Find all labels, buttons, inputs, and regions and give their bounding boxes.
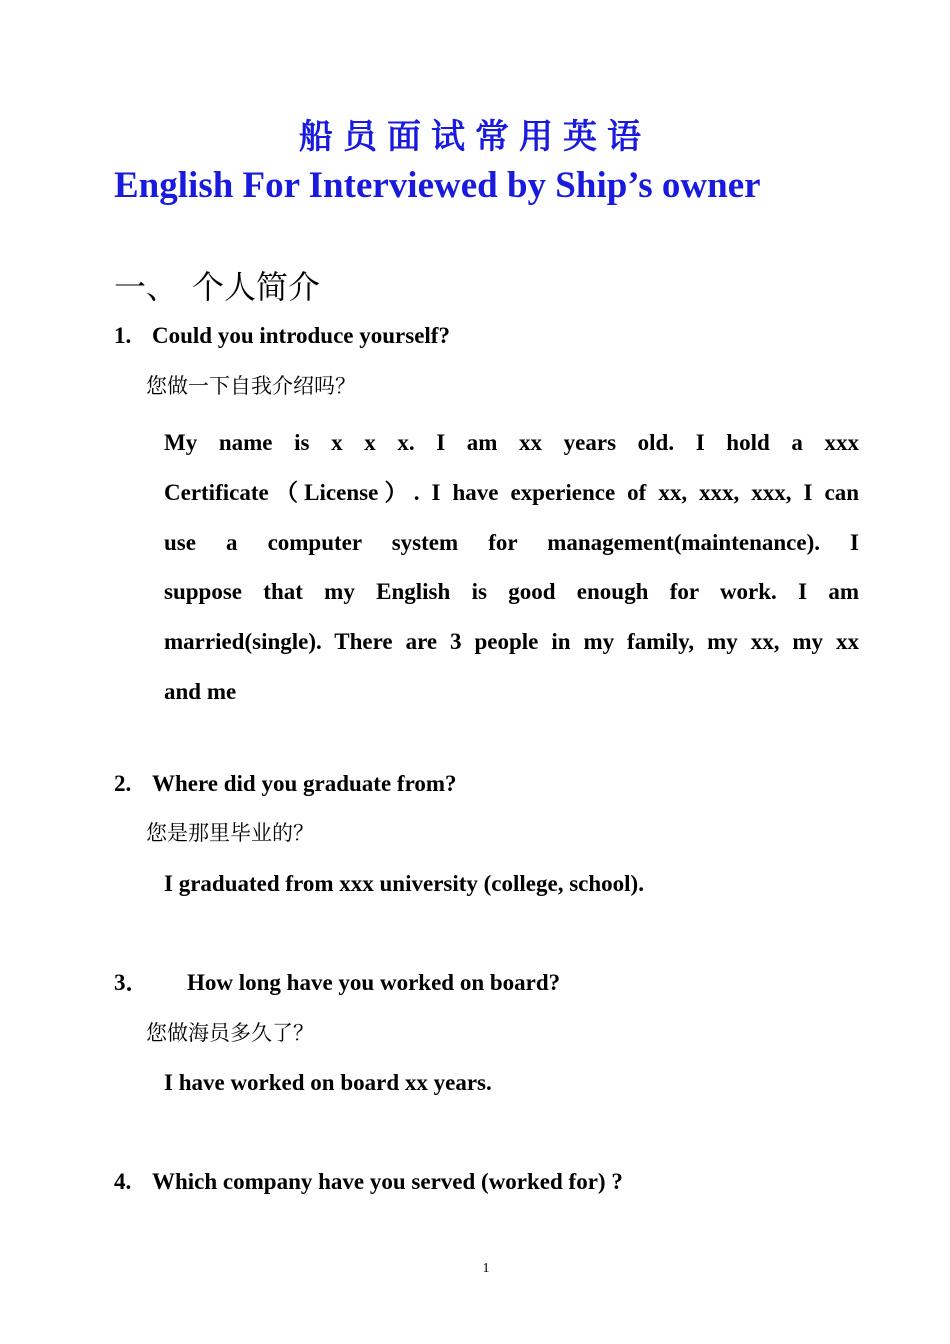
question-number: 4. bbox=[114, 1169, 132, 1194]
question-number: 2. bbox=[114, 771, 132, 796]
question-1-chinese: 您做一下自我介绍吗？ bbox=[146, 374, 356, 398]
section-number: 一、 bbox=[114, 268, 179, 306]
answer-line: Certificate（License）. I have experience of xx, xxx, xxx, I can bbox=[164, 479, 859, 505]
question-1 bbox=[114, 320, 450, 352]
answer-line: married(single). There are 3 people in my family, my xx, my xx bbox=[164, 629, 859, 655]
answer-line: My name is x x x. I am xx years old. I hold a xxx bbox=[164, 430, 859, 455]
question-text: How long have you worked on board? bbox=[187, 970, 561, 995]
question-number: 1. bbox=[114, 323, 132, 348]
question-2 bbox=[114, 768, 457, 800]
answer-2: I graduated from xxx university (college, school). bbox=[164, 871, 644, 896]
page-number: 1 bbox=[482, 1261, 490, 1276]
section-title: 个人简介 bbox=[192, 268, 321, 306]
answer-line: suppose that my English is good enough for work. I am bbox=[164, 579, 859, 605]
question-text: Could you introduce yourself? bbox=[152, 323, 450, 348]
answer-line: use a computer system for management(maintenance). I bbox=[164, 529, 859, 555]
question-3-chinese: 您做海员多久了？ bbox=[146, 1021, 314, 1045]
question-text: Where did you graduate from? bbox=[152, 771, 457, 796]
question-4 bbox=[114, 1166, 623, 1198]
document-title-english: English For Interviewed by Ship’s owner bbox=[114, 165, 761, 206]
answer-3: I have worked on board xx years. bbox=[164, 1070, 492, 1095]
answer-line: and me bbox=[164, 678, 237, 704]
question-number: 3． bbox=[114, 970, 149, 995]
question-text: Which company have you served (worked for) ? bbox=[152, 1169, 623, 1194]
section-heading bbox=[114, 264, 320, 310]
document-title-chinese: 船员面试常用英语 bbox=[299, 117, 651, 157]
question-2-chinese: 您是那里毕业的？ bbox=[146, 821, 314, 845]
answer-1-paragraph bbox=[164, 418, 859, 717]
question-3 bbox=[114, 967, 560, 999]
